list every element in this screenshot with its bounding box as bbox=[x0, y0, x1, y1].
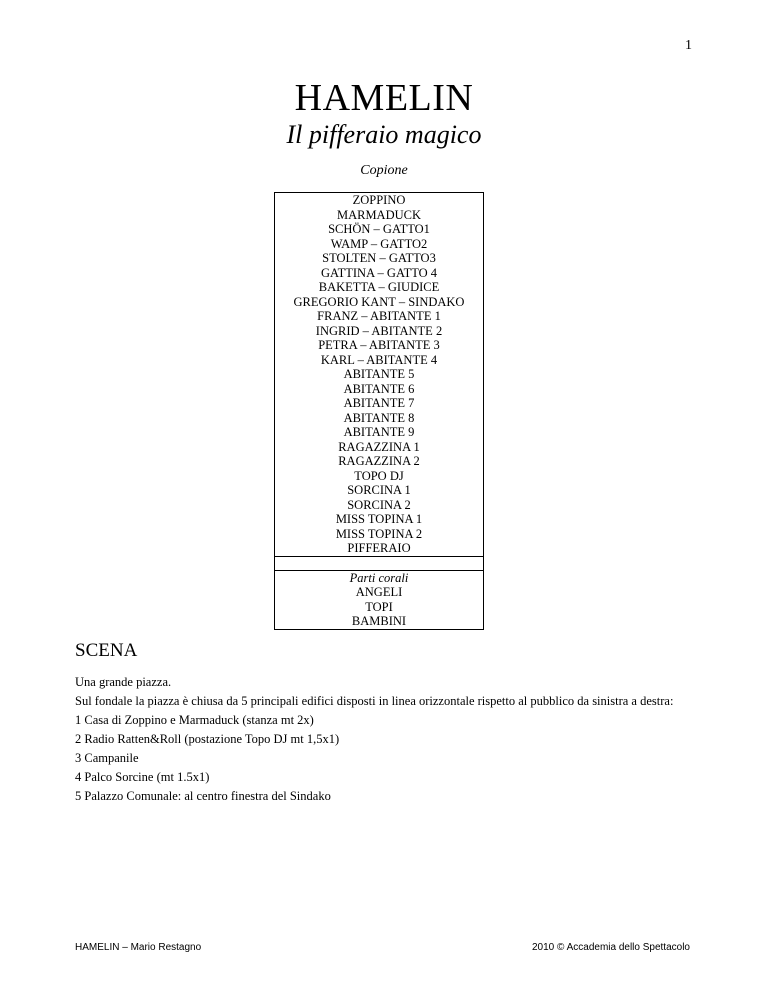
cast-character: ABITANTE 8 bbox=[343, 410, 415, 425]
scene-line: 4 Palco Sorcine (mt 1.5x1) bbox=[75, 770, 210, 784]
cast-character: ZOPPINO bbox=[352, 193, 406, 207]
cast-character: SORCINA 2 bbox=[347, 497, 411, 512]
scene-line: Una grande piazza. bbox=[75, 675, 172, 689]
chorus-part: ANGELI bbox=[355, 585, 403, 599]
scene-line: 2 Radio Ratten&Roll (postazione Topo DJ mt 1,5x1) bbox=[75, 732, 340, 746]
cast-character: ABITANTE 5 bbox=[343, 367, 415, 381]
cast-table bbox=[274, 192, 484, 630]
cast-character: GREGORIO KANT – SINDAKO bbox=[293, 294, 465, 309]
cast-character: GATTINA – GATTO 4 bbox=[320, 265, 438, 280]
scene-line: 3 Campanile bbox=[75, 751, 139, 765]
cast-character: PIFFERAIO bbox=[347, 541, 411, 555]
cast-character: ABITANTE 6 bbox=[343, 381, 415, 396]
page-title: HAMELIN bbox=[294, 77, 474, 119]
chorus-label: Parti corali bbox=[349, 570, 409, 585]
chorus-list bbox=[275, 585, 483, 629]
cast-character: MARMADUCK bbox=[336, 207, 422, 222]
script-label: Copione bbox=[360, 163, 408, 178]
page-number: 1 bbox=[685, 38, 692, 53]
cast-character: ABITANTE 9 bbox=[343, 425, 415, 439]
cast-character: KARL – ABITANTE 4 bbox=[320, 352, 438, 367]
scene-description bbox=[75, 673, 715, 806]
cast-character: FRANZ – ABITANTE 1 bbox=[317, 309, 441, 323]
scene-heading: SCENA bbox=[75, 640, 138, 661]
cast-character: SCHÖN – GATTO1 bbox=[328, 222, 430, 236]
cast-character: RAGAZZINA 2 bbox=[338, 454, 420, 468]
cast-character: BAKETTA – GIUDICE bbox=[318, 280, 440, 294]
cast-character: SORCINA 1 bbox=[347, 483, 411, 497]
cast-character: MISS TOPINA 1 bbox=[335, 512, 423, 526]
scene-line: 5 Palazzo Comunale: al centro finestra del Sindako bbox=[75, 789, 331, 803]
cast-character: MISS TOPINA 2 bbox=[335, 526, 423, 541]
scene-line: Sul fondale la piazza è chiusa da 5 principali edifici disposti in linea orizzontale rispetto al pubblico da sinistra a destra: bbox=[75, 694, 674, 708]
cast-character: TOPO DJ bbox=[354, 468, 404, 483]
page-subtitle: Il pifferaio magico bbox=[286, 120, 482, 149]
cast-character: WAMP – GATTO2 bbox=[330, 236, 428, 251]
chorus-part: TOPI bbox=[365, 599, 393, 614]
cast-character: INGRID – ABITANTE 2 bbox=[315, 323, 443, 338]
cast-character: PETRA – ABITANTE 3 bbox=[318, 338, 440, 352]
footer-copyright: 2010 © Accademia dello Spettacolo bbox=[531, 942, 690, 953]
cast-list bbox=[275, 193, 483, 556]
cast-empty-row bbox=[275, 557, 483, 570]
footer-author: HAMELIN – Mario Restagno bbox=[75, 942, 202, 953]
chorus-part: BAMBINI bbox=[351, 614, 407, 628]
scene-line: 1 Casa di Zoppino e Marmaduck (stanza mt 2x) bbox=[75, 713, 314, 727]
cast-character: RAGAZZINA 1 bbox=[338, 439, 420, 454]
cast-character: ABITANTE 7 bbox=[343, 396, 415, 410]
cast-character: STOLTEN – GATTO3 bbox=[322, 251, 436, 265]
